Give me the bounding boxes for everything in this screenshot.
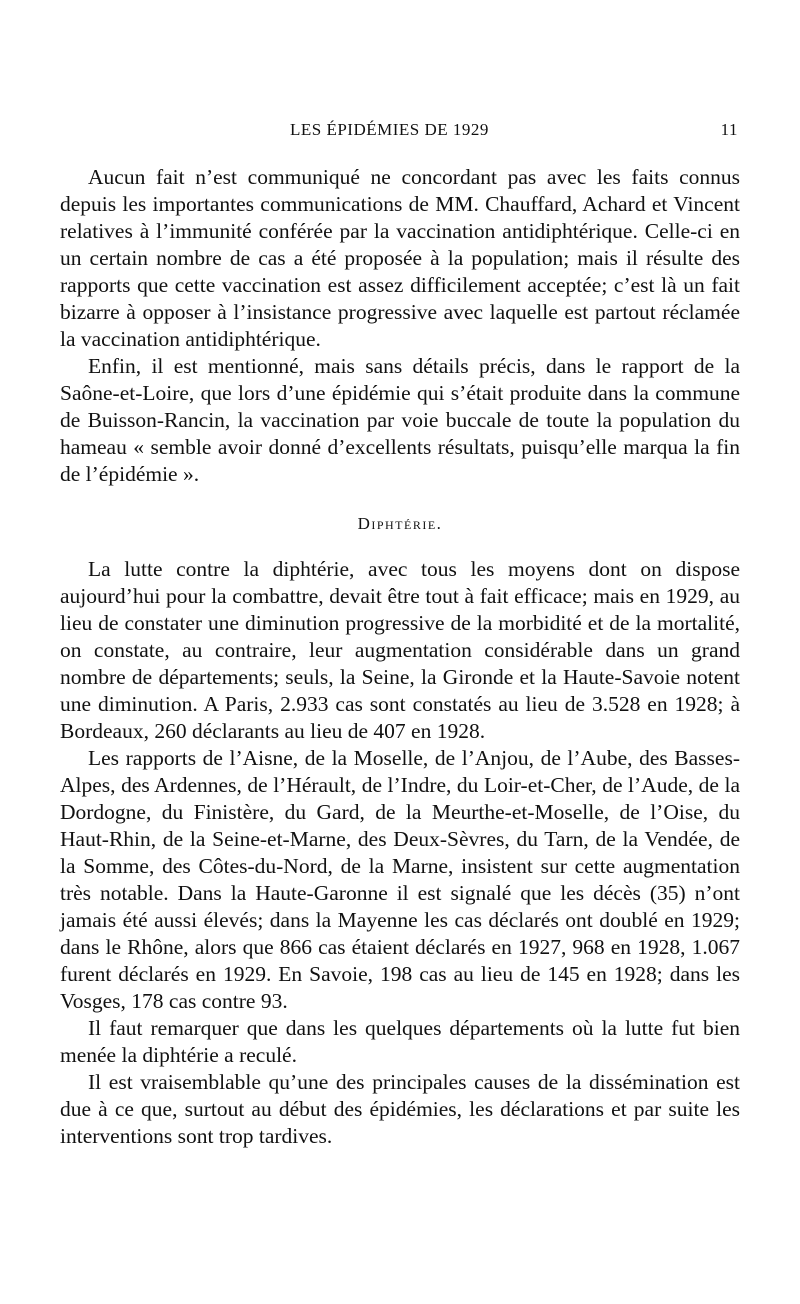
section-heading-diphterie: Diphtérie.	[357, 514, 443, 533]
paragraph-rapports: Les rapports de l’Aisne, de la Moselle, de l’Anjou, de l’Aube, des Basses-Alpes, des Ardennes, de l’Hérault, de l’Indre, du Loir-et-Cher, de l’Aude, de la Dordogne, du Finistère, du Gard, de la Meurthe-et-Moselle, de l’Oise, du Haut-Rhin, de la Seine-et-Marne, des Deux-Sèvres, du Tarn, de la Vendée, de la Somme, des Côtes-du-Nord, de la Marne, insistent sur cette augmentation très notable. Dans la Haute-Garonne il est signalé que les décès (35) n’ont jamais été aussi élevés; dans la Mayenne les cas déclarés ont doublé en 1929; dans le Rhône, alors que 866 cas étaient déclarés en 1927, 968 en 1928, 1.067 furent déclarés en 1929. En Savoie, 198 cas au lieu de 145 en 1928; dans les Vosges, 178 cas contre 93.	[60, 746, 740, 1013]
paragraph-vaccination: Aucun fait n’est communiqué ne concordant pas avec les faits connus depuis les importantes communications de MM. Chauffard, Achard et Vincent relatives à l’immunité conférée par la vaccination antidiphtérique. Celle-ci en un certain nombre de cas a été proposée à la population; mais il résulte des rapports que cette vaccination est assez difficilement acceptée; c’est là un fait bizarre à opposer à l’insistance progressive avec laquelle est partout réclamée la vaccination antidiphtérique.	[60, 165, 740, 351]
paragraph-saone-et-loire: Enfin, il est mentionné, mais sans détails précis, dans le rapport de la Saône-et-Loire, que lors d’une épidémie qui s’était produite dans la commune de Buisson-Rancin, la vaccination par voie buccale de toute la population du hameau « semble avoir donné d’excellents résultats, puisqu’elle marqua la fin de l’épidémie ».	[60, 354, 740, 486]
paragraph-dissemination: Il est vraisemblable qu’une des principales causes de la dissémination est due à ce que, surtout au début des épidémies, les déclarations et par suite les interventions sont trop tardives.	[60, 1070, 740, 1148]
paragraph-lutte: La lutte contre la diphtérie, avec tous les moyens dont on dispose aujourd’hui pour la combattre, devait être tout à fait efficace; mais en 1929, au lieu de constater une diminution progressive de la morbidité et de la mortalité, on constate, au contraire, leur augmentation considérable dans un grand nombre de départements; seuls, la Seine, la Gironde et la Haute-Savoie notent une diminution. A Paris, 2.933 cas sont constatés au lieu de 3.528 en 1928; à Bordeaux, 260 déclarants au lieu de 407 en 1928.	[60, 557, 740, 743]
running-head	[60, 112, 740, 152]
page-number: 11	[720, 120, 738, 139]
document-page	[60, 112, 740, 1150]
running-title: LES ÉPIDÉMIES DE 1929	[290, 120, 489, 139]
paragraph-remarque: Il faut remarquer que dans les quelques départements où la lutte fut bien menée la diphtérie a reculé.	[60, 1016, 740, 1067]
